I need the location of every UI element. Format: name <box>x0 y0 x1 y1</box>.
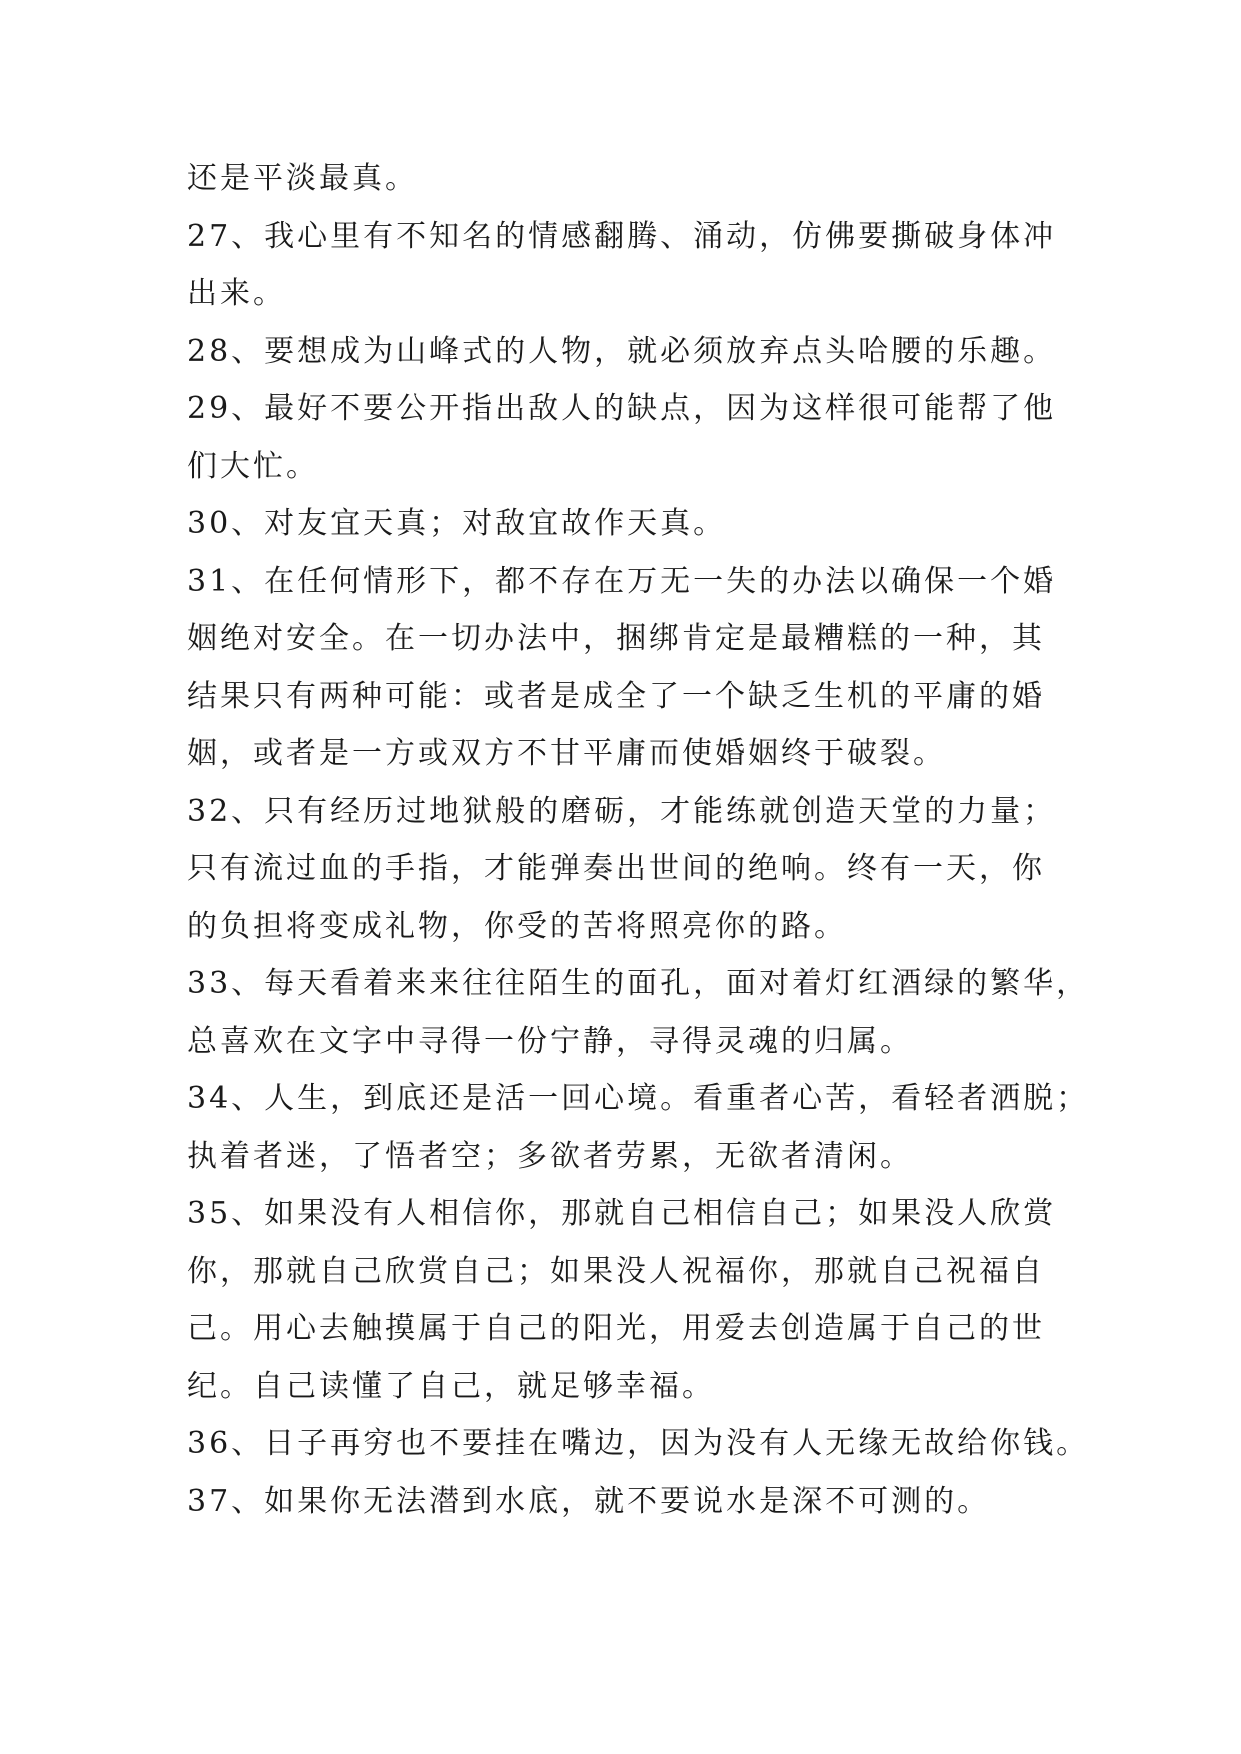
text-line: 32、只有经历过地狱般的磨砺，才能练就创造天堂的力量； <box>187 793 1057 829</box>
text-line: 姻绝对安全。在一切办法中，捆绑肯定是最糟糕的一种，其 <box>187 621 1045 656</box>
text-line: 己。用心去触摸属于自己的阳光，用爱去创造属于自己的世 <box>187 1311 1045 1346</box>
text-line: 执着者迷，了悟者空；多欲者劳累，无欲者清闲。 <box>187 1138 913 1174</box>
text-line: 总喜欢在文字中寻得一份宁静，寻得灵魂的归属。 <box>187 1023 913 1059</box>
text-line: 你，那就自己欣赏自己；如果没人祝福你，那就自己祝福自 <box>187 1253 1045 1289</box>
text-line: 纪。自己读懂了自己，就足够幸福。 <box>187 1368 715 1404</box>
text-line: 结果只有两种可能：或者是成全了一个缺乏生机的平庸的婚 <box>187 678 1045 714</box>
text-line: 姻，或者是一方或双方不甘平庸而使婚姻终于破裂。 <box>187 736 946 771</box>
text-line: 只有流过血的手指，才能弹奏出世间的绝响。终有一天，你 <box>187 851 1045 886</box>
text-line: 35、如果没有人相信你，那就自己相信自己；如果没人欣赏 <box>187 1196 1057 1231</box>
text-line: 出来。 <box>187 276 286 311</box>
document-body <box>187 150 1090 1530</box>
text-line: 27、我心里有不知名的情感翻腾、涌动，仿佛要撕破身体冲 <box>187 218 1057 254</box>
text-line: 33、每天看着来来往往陌生的面孔，面对着灯红酒绿的繁华， <box>187 966 1090 1001</box>
text-line: 的负担将变成礼物，你受的苦将照亮你的路。 <box>187 908 847 944</box>
text-line: 34、人生，到底还是活一回心境。看重者心苦，看轻者洒脱； <box>187 1081 1090 1116</box>
text-line: 们大忙。 <box>187 448 319 484</box>
text-line: 30、对友宜天真；对敌宜故作天真。 <box>187 506 727 541</box>
text-line: 28、要想成为山峰式的人物，就必须放弃点头哈腰的乐趣。 <box>187 333 1057 369</box>
text-line: 还是平淡最真。 <box>187 161 418 196</box>
text-line: 36、日子再穷也不要挂在嘴边，因为没有人无缘无故给你钱。 <box>187 1426 1090 1461</box>
text-line: 29、最好不要公开指出敌人的缺点，因为这样很可能帮了他 <box>187 391 1057 426</box>
text-line: 37、如果你无法潜到水底，就不要说水是深不可测的。 <box>187 1483 991 1519</box>
text-line: 31、在任何情形下，都不存在万无一失的办法以确保一个婚 <box>187 563 1057 599</box>
